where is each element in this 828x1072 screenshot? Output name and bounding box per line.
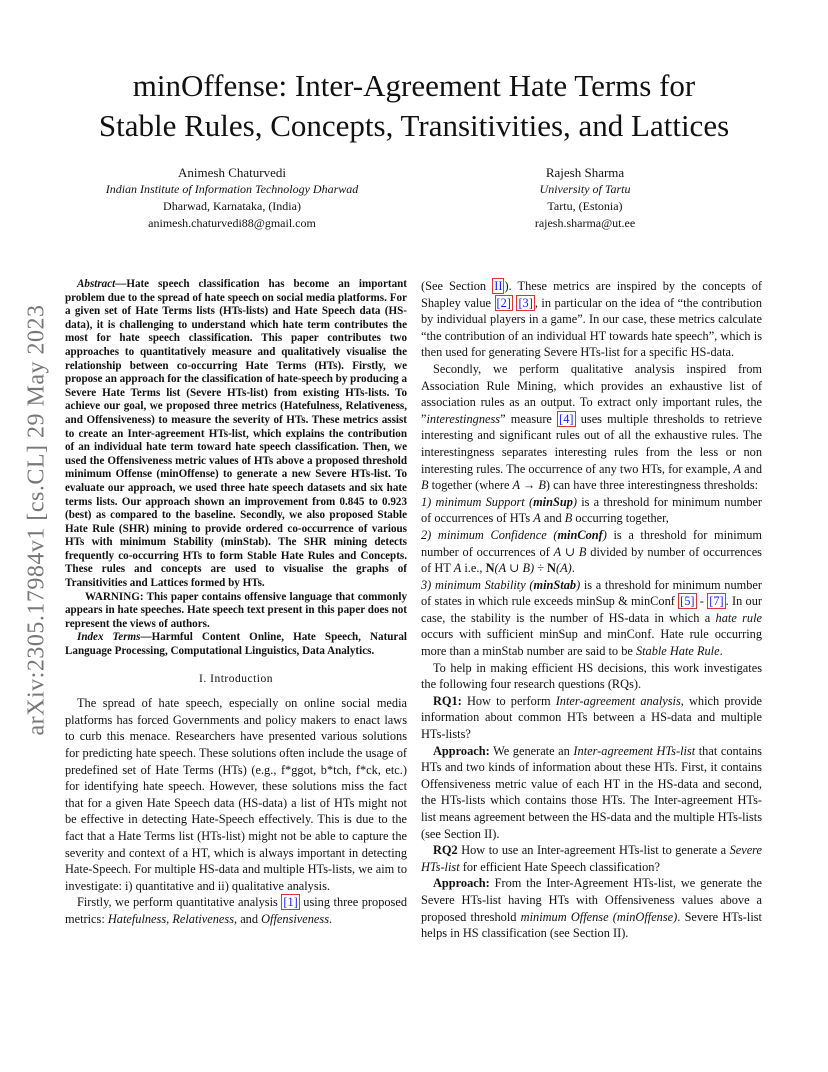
arxiv-id: arXiv:2305.17984v1 [cs.CL] 29 May 2023 bbox=[23, 304, 50, 736]
text-run: , which provide information about common HTs between a HS-data and multiple HTs-lists? bbox=[421, 693, 762, 742]
text-run: and bbox=[540, 511, 565, 526]
citation-link[interactable]: [1] bbox=[283, 895, 298, 910]
author-email: rajesh.sharma@ut.ee bbox=[534, 216, 636, 230]
text-run: , bbox=[166, 911, 173, 926]
math-symbol: N bbox=[547, 561, 556, 576]
metric-name: Offensiveness bbox=[261, 911, 329, 926]
emphasis: minimum Offense (minOffense) bbox=[520, 909, 678, 924]
warning-note: WARNING: This paper contains offensive language that commonly appears in hate speeches. Hate speech text present in this paper does not represent the views of authors. bbox=[65, 590, 407, 630]
rq-label: RQ2 bbox=[433, 843, 458, 858]
math-expression: (A) bbox=[555, 561, 572, 576]
text-run: is a threshold for minimum number of occurrences of HTs bbox=[421, 494, 762, 526]
text-run: i.e., bbox=[461, 561, 486, 576]
text-run: together (where bbox=[428, 478, 513, 493]
text-run: ) bbox=[576, 577, 581, 592]
citation-link[interactable]: [7] bbox=[709, 594, 724, 609]
right-column bbox=[421, 278, 762, 942]
threshold-minsup bbox=[421, 494, 762, 527]
math-expression: A ∪ B bbox=[553, 544, 587, 559]
text-run: that contains HTs and two kinds of information about these HTs. First, it contains Offensiveness metric value of each HT in the HS-data and second, the HTs-lists which contains those HTs. The Inter-agreement HTs-list means agreement between the HS-data and the multiple HTs-lists (see Section II). bbox=[421, 743, 762, 841]
citation-link[interactable]: [4] bbox=[559, 411, 574, 426]
abstract-dash: — bbox=[115, 278, 127, 290]
index-terms-label: Index Terms bbox=[77, 631, 141, 644]
approach-label: Approach: bbox=[433, 876, 490, 891]
author-affiliation: University of Tartu bbox=[539, 182, 631, 196]
paper-title bbox=[60, 66, 768, 146]
approach-label: Approach: bbox=[433, 743, 490, 758]
text-run: , in particular on the idea of “the contribution by individual players in a game”. In our case, these metrics calculate “the contribution of an individual HT towards hate speech”, which is then used for generating Severe HTs-list for a specific HS-data. bbox=[421, 295, 763, 360]
text-run: occurring together, bbox=[572, 511, 669, 526]
text-run: We generate an bbox=[489, 743, 574, 758]
intro-paragraph-1: The spread of hate speech, especially on online social media platforms has forced Governments and policy makers to enact laws to curb this menace. Researchers have presented various solutions for predicting hate speech. These solutions often include the usage of predefined set of Hate Terms (HTs) (e.g., f*ggot, b*tch, f*ck, etc.) for identifying hate speech. However, these solutions miss the fact that for a given Hate Speech data (HS-data) a list of HTs might not be effective in detecting Hate-Speech effectively. This is due to the fact that a Hate Terms list (HTs-list) might not be able to capture the severity and context of a HT, which is always important in detecting Hate-Speech. For multiple HS-data and multiple HTs-lists, we aim to investigate: i) quantitative and ii) qualitative analysis. bbox=[65, 696, 407, 893]
text-run: is a threshold for minimum number of occurrences of bbox=[421, 527, 763, 559]
index-terms-text: —Harmful Content Online, Hate Speech, Natural Language Processing, Computational Linguistics, Data Analytics. bbox=[65, 631, 407, 658]
research-question-1 bbox=[421, 693, 762, 743]
citation-link[interactable]: [3] bbox=[518, 295, 533, 310]
metric-name: Hatefulness bbox=[107, 911, 167, 926]
rq-label: RQ1: bbox=[433, 693, 462, 708]
text-run: , and bbox=[234, 911, 262, 926]
text-run: and bbox=[741, 461, 763, 476]
title-line-1: minOffense: Inter-Agreement Hate Terms for bbox=[132, 68, 696, 103]
text-run: for efficient Hate Speech classification? bbox=[459, 859, 660, 874]
text-run: ). These metrics are inspired by the concepts of Shapley value bbox=[421, 279, 762, 310]
author-affiliation: Indian Institute of Information Technology Dharwad bbox=[105, 182, 359, 196]
text-run: How to perform bbox=[461, 693, 556, 708]
text-run: ) bbox=[602, 527, 607, 542]
index-terms bbox=[65, 631, 407, 658]
text-run: ) bbox=[572, 494, 577, 509]
emphasis: hate rule bbox=[715, 610, 762, 625]
text-run: Firstly, we perform quantitative analysis bbox=[77, 895, 282, 910]
abstract-text: Hate speech classification has become an important problem due to the spread of hate speech on social media platforms. For a given set of Hate Terms lists (HTs-lists) and Hate Speech data (HS-data), it is challenging to understand which hate term contributes the most for hate speech classification. This paper contributes two approaches to quantitatively measure and qualitatively visualise the relationship between co-occurring Hate Terms (HTs). Firstly, we propose an approach for the classification of hate-speech by producing a Severe Hate Terms list (Severe HTs-list) from existing HTs-lists. To achieve our goal, we proposed three metrics (Hatefulness, Relativeness, and Offensiveness) to measure the severity of HTs. These metrics assist to create an Inter-agreement HTs-list, which explains the contribution of an individual hate term toward hate speech classification. Then, we used the Offensiveness metric values of HTs above a proposed threshold minimum Offense (minOffense) to generate a new Severe HTs-list. To evaluate our approach, we used three hate speech datasets and six hate terms lists. Our approach shown an improvement from 0.845 to 0.923 (best) as compared to the baseline. Secondly, we also proposed Stable Hate Rule (SHR) mining to provide ordered co-occurrence of various HTs with minimum Stability (minStab). The SHR mining detects frequently co-occurring HTs to form Stable Hate Rules and Concepts. These rules and concepts are used to visualise the graphs of Transitivities and Lattices formed by HTs. bbox=[65, 278, 407, 590]
approach-2 bbox=[421, 875, 762, 941]
author-location: Tartu, (Estonia) bbox=[547, 199, 623, 213]
abstract-label: Abstract bbox=[77, 278, 116, 290]
author-block-2 bbox=[450, 164, 720, 232]
math-symbol: B bbox=[421, 478, 429, 493]
text-run: 1) minimum Support ( bbox=[421, 494, 534, 509]
text-run: . Severe HTs-list helps in HS classification (see Section II). bbox=[421, 909, 762, 941]
text-run: is a threshold for minimum number of states in which rule exceeds minSup & minConf bbox=[421, 577, 762, 609]
section-heading-introduction: I. Introduction bbox=[199, 672, 273, 685]
math-symbol: A bbox=[533, 511, 541, 526]
text-run: (See Section bbox=[421, 279, 493, 293]
term-bold: minStab bbox=[533, 577, 577, 592]
abstract bbox=[65, 278, 407, 591]
text-run: . bbox=[719, 644, 723, 659]
citation-link[interactable]: [5] bbox=[680, 594, 695, 609]
title-line-2: Stable Rules, Concepts, Transitivities, and Lattices bbox=[98, 108, 730, 143]
right-paragraph-rqs: To help in making efficient HS decisions, this work investigates the following four research questions (RQs). bbox=[421, 660, 762, 692]
section-link[interactable]: II bbox=[494, 279, 503, 293]
term-bold: minConf bbox=[557, 527, 603, 542]
text-run: . bbox=[571, 561, 575, 576]
text-run: Secondly, we perform qualitative analysis inspired from Association Rule Mining, which provides an exhaustive list of association rules as an output. To extract only important rules, the ” bbox=[421, 361, 762, 426]
emphasis: Severe HTs-list bbox=[421, 843, 762, 874]
author-location: Dharwad, Karnataka, (India) bbox=[163, 199, 301, 213]
text-run: - bbox=[696, 594, 708, 609]
math-expression: (A ∪ B) ÷ bbox=[494, 561, 548, 576]
text-run: uses multiple thresholds to retrieve interesting and significant rules out of all the exhaustive rules. The interestingness separates interesting rules from the less or non interesting rules. The occurrence of any two HTs, for example, bbox=[421, 411, 762, 476]
math-symbol: N bbox=[485, 561, 495, 576]
emphasis: Inter-agreement HTs-list bbox=[573, 743, 696, 758]
emphasis: interestingness bbox=[426, 411, 501, 426]
text-run: divided by number of occurrences of HT bbox=[421, 544, 762, 576]
threshold-minstab bbox=[421, 577, 762, 660]
emphasis: Stable Hate Rule bbox=[635, 644, 720, 659]
threshold-minconf bbox=[421, 527, 762, 577]
text-run: ” measure bbox=[500, 411, 558, 426]
left-column bbox=[65, 278, 407, 928]
research-question-2 bbox=[421, 842, 762, 875]
text-run: 2) minimum Confidence ( bbox=[421, 527, 558, 542]
citation-link[interactable]: [2] bbox=[496, 295, 511, 310]
right-paragraph-1 bbox=[421, 278, 762, 361]
text-run: How to use an Inter-agreement HTs-list to generate a bbox=[457, 843, 730, 858]
text-run: ) can have three interestingness thresholds: bbox=[545, 478, 759, 493]
term-bold: minSup bbox=[533, 494, 573, 509]
author-name: Rajesh Sharma bbox=[545, 165, 625, 180]
text-run: . In our case, the stability is the number of HS-data in which a bbox=[421, 594, 762, 625]
text-run: 3) minimum Stability ( bbox=[421, 577, 534, 592]
math-symbol: B bbox=[564, 511, 573, 526]
arxiv-sidebar-stamp bbox=[22, 280, 52, 760]
approach-1 bbox=[421, 743, 762, 843]
author-name: Animesh Chaturvedi bbox=[178, 165, 286, 180]
text-run: From the Inter-Agreement HTs-list, we generate the Severe HTs-list having HTs with Offensiveness values above a proposed threshold bbox=[421, 876, 762, 924]
text-run: . bbox=[329, 911, 333, 926]
text-run: occurs with sufficient minSup and minConf. Hate rule occurring more than a minStab number are said to be bbox=[421, 627, 762, 659]
text-run: using three proposed metrics: bbox=[65, 895, 407, 926]
intro-paragraph-2 bbox=[65, 894, 407, 927]
right-paragraph-2 bbox=[421, 361, 762, 494]
math-symbol: A bbox=[733, 461, 742, 476]
math-symbol: A bbox=[453, 561, 462, 576]
emphasis: Inter-agreement analysis bbox=[555, 693, 681, 708]
math-expression: A → B bbox=[512, 478, 546, 493]
author-email: animesh.chaturvedi88@gmail.com bbox=[148, 216, 316, 230]
metric-name: Relativeness bbox=[172, 911, 235, 926]
author-block-1 bbox=[72, 164, 392, 232]
